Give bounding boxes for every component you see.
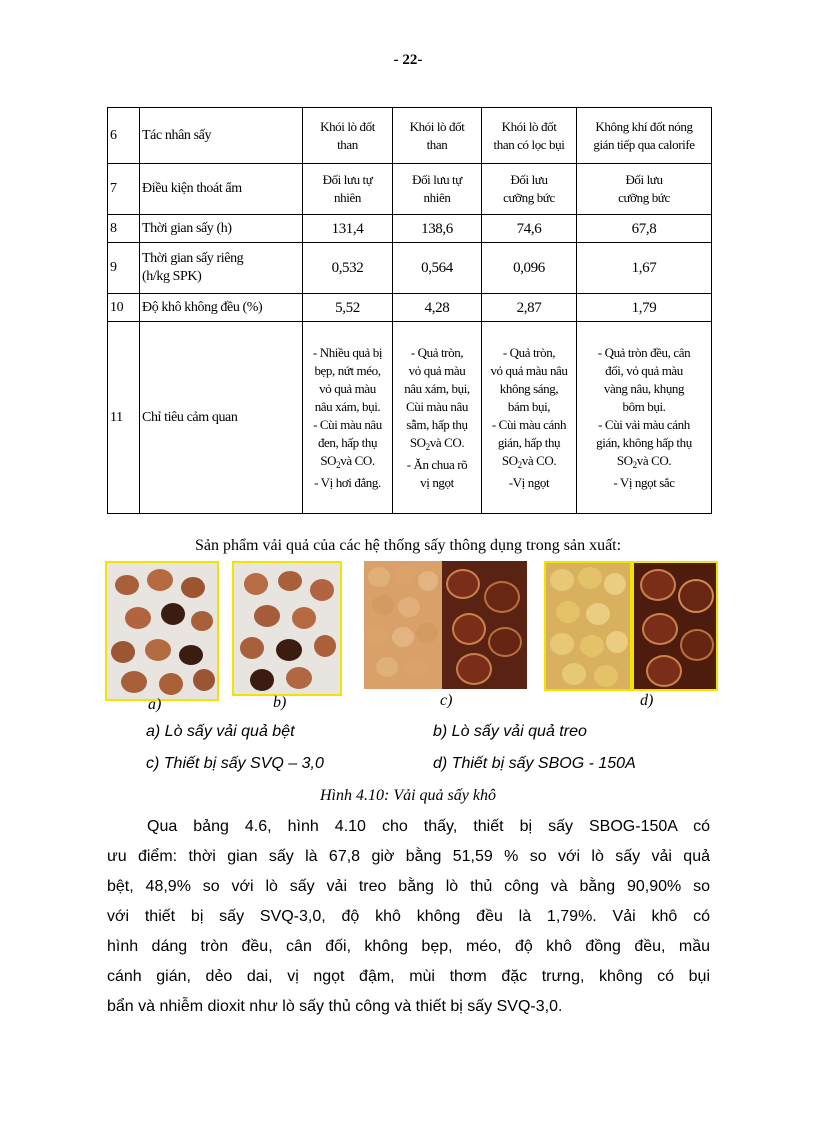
sensory-cell: - Quả tròn, vỏ quả màu nâu không sáng, bám bụi, - Cùi màu cánh gián, hấp thụ $SO_2và$ CO. -Vị ngọt xyxy=(482,322,577,514)
table-row xyxy=(108,243,712,294)
cell: 138,6 xyxy=(393,215,482,243)
paragraph-line: ưu điểm: thời gian sấy là 67,8 giờ bằng 51,59 % so với lò sấy vải quả xyxy=(107,848,710,865)
cell: Khói lò đốt than xyxy=(303,108,393,164)
body-paragraph xyxy=(107,812,710,1022)
cell: 0,532 xyxy=(303,243,393,294)
page-number: - 22- xyxy=(393,52,423,68)
spec-table xyxy=(107,107,712,514)
row-number: 11 xyxy=(108,322,140,514)
photo-d-left xyxy=(544,561,632,691)
cell: Khói lò đốt than xyxy=(393,108,482,164)
row-label: Điều kiện thoát ẩm xyxy=(140,164,303,215)
sub-caption-d: d) Thiết bị sấy SBOG - 150A xyxy=(433,755,636,772)
paragraph-line: cánh gián, dẻo dai, vị ngọt đậm, mùi thơm đặc trưng, không có bụi xyxy=(107,968,710,985)
row-number: 10 xyxy=(108,294,140,322)
figure-title: Hình 4.10: Vải quả sấy khô xyxy=(320,787,496,804)
sub-caption-b: b) Lò sấy vải quả treo xyxy=(433,723,587,740)
cell: 1,67 xyxy=(577,243,712,294)
paragraph-line: Qua bảng 4.6, hình 4.10 cho thấy, thiết bị sấy SBOG-150A có xyxy=(147,818,710,835)
photo-label-b: b) xyxy=(273,694,287,711)
cell: Đối lưu cưỡng bức xyxy=(482,164,577,215)
photo-label-a: a) xyxy=(148,696,162,713)
cell: Đối lưu tự nhiên xyxy=(393,164,482,215)
row-number: 6 xyxy=(108,108,140,164)
cell: 4,28 xyxy=(393,294,482,322)
paragraph-line: bẩn và nhiễm dioxit như lò sấy thủ công và thiết bị sấy SVQ-3,0. xyxy=(107,998,563,1015)
photo-c-right xyxy=(442,561,527,689)
cell: Đối lưu tự nhiên xyxy=(303,164,393,215)
row-number: 7 xyxy=(108,164,140,215)
cell: 1,79 xyxy=(577,294,712,322)
cell: 131,4 xyxy=(303,215,393,243)
row-label: Tác nhân sấy xyxy=(140,108,303,164)
cell: 67,8 xyxy=(577,215,712,243)
figure-caption: Sản phẩm vải quả của các hệ thống sấy thông dụng trong sản xuất: xyxy=(194,537,622,554)
row-label: Thời gian sấy (h) xyxy=(140,215,303,243)
cell: 0,564 xyxy=(393,243,482,294)
table-row xyxy=(108,322,712,514)
table-row xyxy=(108,215,712,243)
cell: 74,6 xyxy=(482,215,577,243)
row-number: 9 xyxy=(108,243,140,294)
row-number: 8 xyxy=(108,215,140,243)
sub-caption-c: c) Thiết bị sấy SVQ – 3,0 xyxy=(146,755,324,772)
paragraph-line: với thiết bị sấy SVQ-3,0, độ khô không đều là 1,79%. Vải khô có xyxy=(107,908,710,925)
paragraph-line: hình dáng tròn đều, cân đối, không bẹp, méo, độ khô đồng đều, mầu xyxy=(107,938,710,955)
photo-label-c: c) xyxy=(440,692,453,709)
paragraph-line: bệt, 48,9% so với lò sấy vải treo bằng lò thủ công và bằng 90,90% so xyxy=(107,878,710,895)
sensory-cell: - Quả tròn đều, cân đối, vỏ quả màu vàng nâu, khụng bôm bụi. - Cùi vải màu cánh gián, không hấp thụ $SO_2và$ CO. - Vị ngọt sắc xyxy=(577,322,712,514)
table-row xyxy=(108,108,712,164)
row-label: Thời gian sấy riêng (h/kg SPK) xyxy=(140,243,303,294)
photo-b xyxy=(232,561,342,696)
photo-c-left xyxy=(364,561,442,689)
row-label: Chỉ tiêu cảm quan xyxy=(140,322,303,514)
cell: Không khí đốt nóng gián tiếp qua calorife xyxy=(577,108,712,164)
sub-caption-a: a) Lò sấy vải quả bệt xyxy=(146,723,295,740)
table-row xyxy=(108,164,712,215)
photo-label-d: d) xyxy=(640,692,654,709)
cell: Đối lưu cưỡng bức xyxy=(577,164,712,215)
sensory-cell: - Nhiều quả bị bẹp, nứt méo, vỏ quả màu nâu xám, bụi. - Cùi màu nâu đen, hấp thụ $SO_2và$ CO. - Vị hơi đắng. xyxy=(303,322,393,514)
sensory-cell: - Quả tròn, vỏ quả màu nâu xám, bụi, Cùi màu nâu sẫm, hấp thụ $SO_2và$ CO. - Ăn chua rõ vị ngọt xyxy=(393,322,482,514)
cell: 2,87 xyxy=(482,294,577,322)
cell: Khói lò đốt than có lọc bụi xyxy=(482,108,577,164)
cell: 0,096 xyxy=(482,243,577,294)
cell: 5,52 xyxy=(303,294,393,322)
row-label: Độ khô không đều (%) xyxy=(140,294,303,322)
photo-a xyxy=(105,561,219,701)
table-row xyxy=(108,294,712,322)
photo-d-right xyxy=(632,561,718,691)
